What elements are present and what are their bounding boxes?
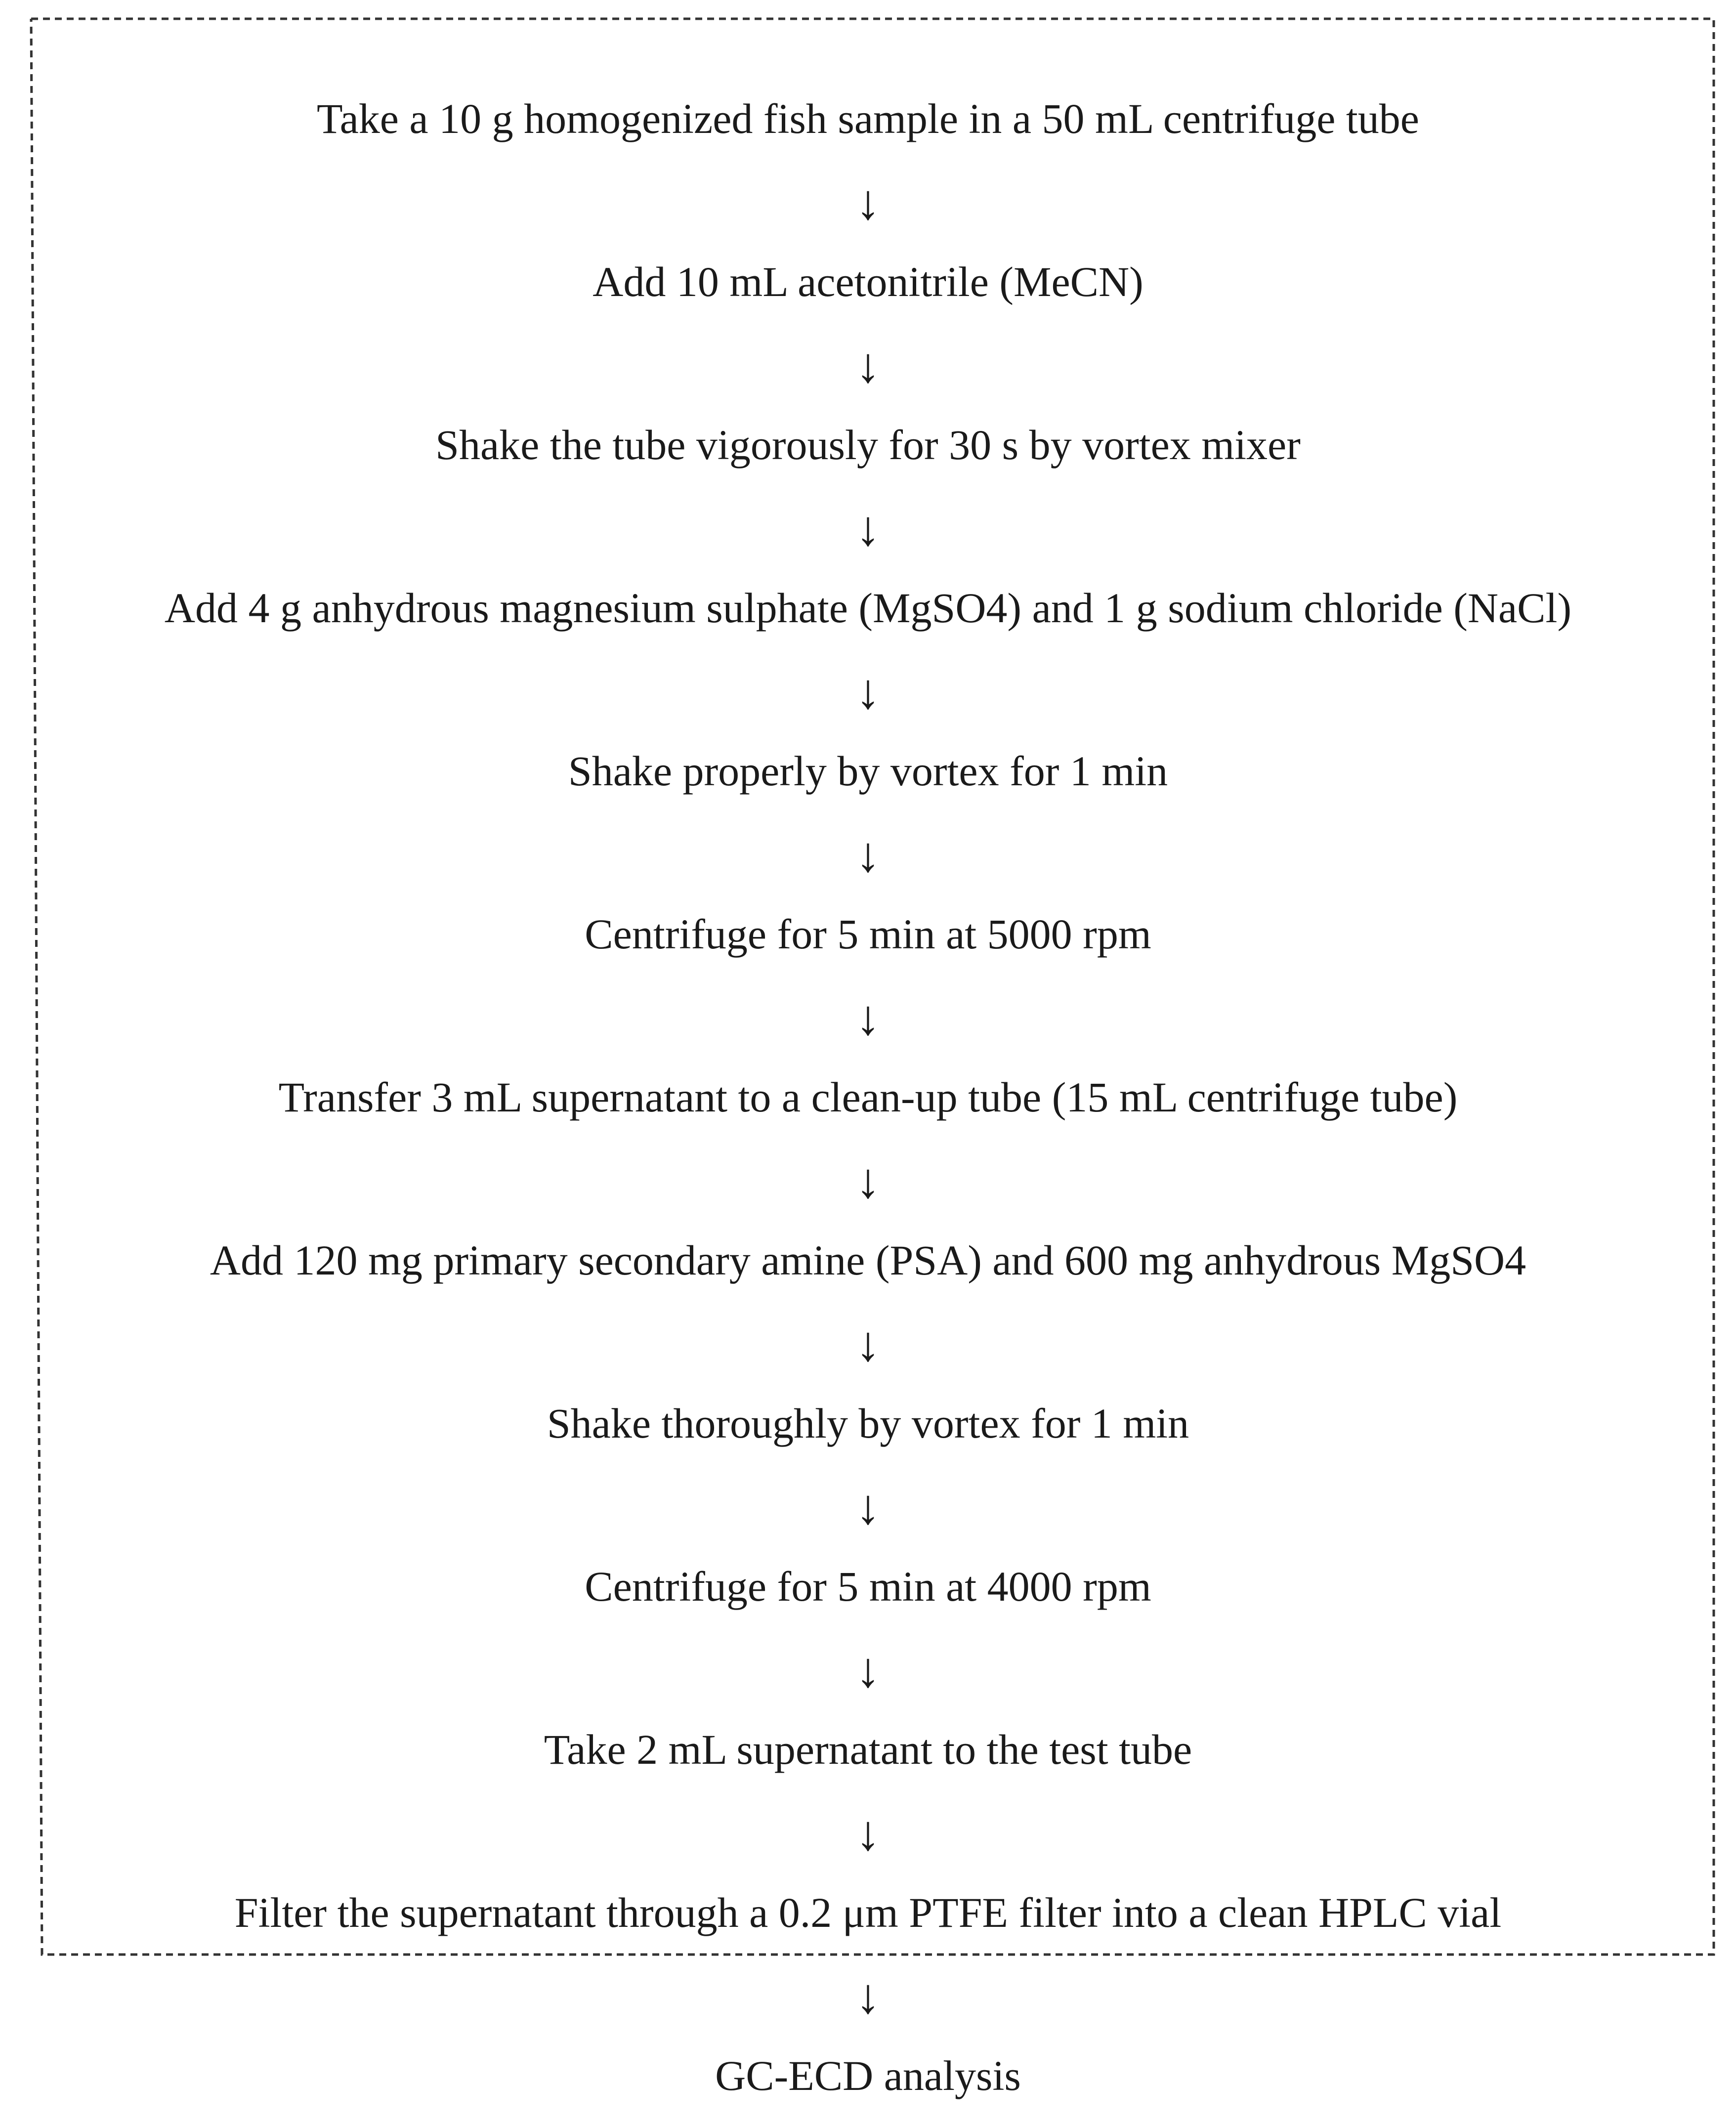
step-12-filter-into-vial: Filter the supernatant through a 0.2 μm PTFE filter into a clean HPLC vial [234,1889,1502,1936]
step-11-take-supernatant: Take 2 mL supernatant to the test tube [544,1726,1192,1773]
down-arrow-icon: ↓ [855,338,881,393]
step-6-centrifuge-5000: Centrifuge for 5 min at 5000 rpm [585,910,1151,958]
down-arrow-icon: ↓ [855,1806,881,1861]
step-5-vortex-1min: Shake properly by vortex for 1 min [568,747,1168,795]
down-arrow-icon: ↓ [855,1480,881,1534]
down-arrow-icon: ↓ [855,827,881,882]
step-10-centrifuge-4000: Centrifuge for 5 min at 4000 rpm [585,1563,1151,1610]
down-arrow-icon: ↓ [855,501,881,556]
step-7-transfer-supernatant: Transfer 3 mL supernatant to a clean-up tube (15 mL centrifuge tube) [278,1073,1458,1121]
down-arrow-icon: ↓ [855,664,881,719]
step-1-weigh-sample: Take a 10 g homogenized fish sample in a 50 mL centrifuge tube [317,95,1419,142]
down-arrow-icon: ↓ [855,1969,881,2024]
step-9-vortex-thoroughly: Shake thoroughly by vortex for 1 min [547,1400,1189,1447]
down-arrow-icon: ↓ [855,1643,881,1698]
step-3-vortex-30s: Shake the tube vigorously for 30 s by vortex mixer [435,421,1301,468]
down-arrow-icon: ↓ [855,1317,881,1371]
down-arrow-icon: ↓ [855,175,881,230]
down-arrow-icon: ↓ [855,1153,881,1208]
step-4-add-salts: Add 4 g anhydrous magnesium sulphate (MgSO4) and 1 g sodium chloride (NaCl) [164,584,1572,632]
final-step-gc-ecd-analysis: GC-ECD analysis [715,2052,1021,2099]
step-8-add-psa: Add 120 mg primary secondary amine (PSA) and 600 mg anhydrous MgSO4 [210,1236,1526,1284]
down-arrow-icon: ↓ [855,990,881,1045]
step-2-add-acetonitrile: Add 10 mL acetonitrile (MeCN) [593,258,1143,305]
